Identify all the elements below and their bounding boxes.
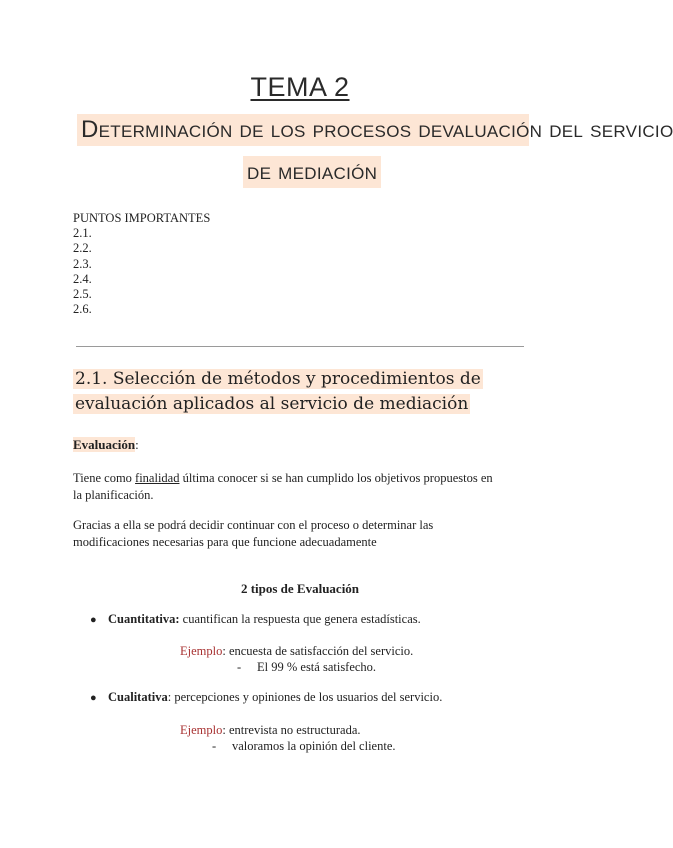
tema-title: TEMA 2 xyxy=(250,72,350,102)
paragraph-gracias xyxy=(73,517,433,551)
tipo-cualitativa xyxy=(90,690,442,705)
section-heading-line1: 2.1. Selección de métodos y procedimientos de xyxy=(75,369,481,389)
tipo-name: Cuantitativa: xyxy=(108,612,180,626)
evaluacion-term: Evaluación xyxy=(73,437,136,452)
chapter-title-line1: Determinación de los procesos devaluación del servicio xyxy=(77,114,529,146)
section-heading-line2: evaluación aplicados al servicio de mediación xyxy=(75,394,469,414)
dash-bullet: - xyxy=(212,739,217,753)
ejemplo-text: : encuesta de satisfacción del servicio. xyxy=(222,644,414,658)
puntos-item: 2.1. xyxy=(73,226,92,241)
detail-cuantitativa xyxy=(237,660,376,675)
p1-underlined-word: finalidad xyxy=(135,471,180,485)
horizontal-divider xyxy=(76,346,524,347)
dash-bullet: - xyxy=(237,660,242,674)
p2-line1: Gracias a ella se podrá decidir continuar con el proceso o determinar las xyxy=(73,518,434,532)
ejemplo-label: Ejemplo xyxy=(180,723,223,737)
tipo-cuantitativa xyxy=(90,612,421,627)
puntos-item: 2.4. xyxy=(73,271,92,286)
detail-text: El 99 % está satisfecho. xyxy=(257,660,377,674)
p1-text-end: última conocer si se han cumplido los objetivos propuestos en xyxy=(179,471,493,485)
chapter-title-line2: de mediación xyxy=(243,156,381,188)
p1-line2: la planificación. xyxy=(73,488,154,502)
ejemplo-cualitativa xyxy=(180,723,361,738)
p2-line2: modificaciones necesarias para que funcione adecuadamente xyxy=(73,535,377,549)
ejemplo-label: Ejemplo xyxy=(180,644,223,658)
tipo-description: : percepciones y opiniones de los usuarios del servicio. xyxy=(167,690,443,704)
puntos-heading: PUNTOS IMPORTANTES xyxy=(73,211,211,225)
tipos-heading: 2 tipos de Evaluación xyxy=(240,581,360,596)
puntos-item: 2.2. xyxy=(73,241,92,256)
puntos-item: 2.5. xyxy=(73,287,92,302)
paragraph-finalidad xyxy=(73,470,493,504)
evaluacion-colon: : xyxy=(135,437,139,452)
detail-text: valoramos la opinión del cliente. xyxy=(232,739,396,753)
bullet-icon: ● xyxy=(90,614,97,626)
evaluacion-label xyxy=(73,437,139,453)
puntos-importantes-list xyxy=(73,211,210,317)
puntos-item: 2.3. xyxy=(73,256,92,271)
bullet-icon: ● xyxy=(90,692,97,704)
detail-cualitativa xyxy=(212,739,396,754)
p1-text-start: Tiene como xyxy=(73,471,136,485)
tipo-description: cuantifican la respuesta que genera estadísticas. xyxy=(179,612,421,626)
tipo-name: Cualitativa xyxy=(108,690,168,704)
puntos-item: 2.6. xyxy=(73,302,92,317)
ejemplo-cuantitativa xyxy=(180,644,413,659)
ejemplo-text: : entrevista no estructurada. xyxy=(222,723,361,737)
